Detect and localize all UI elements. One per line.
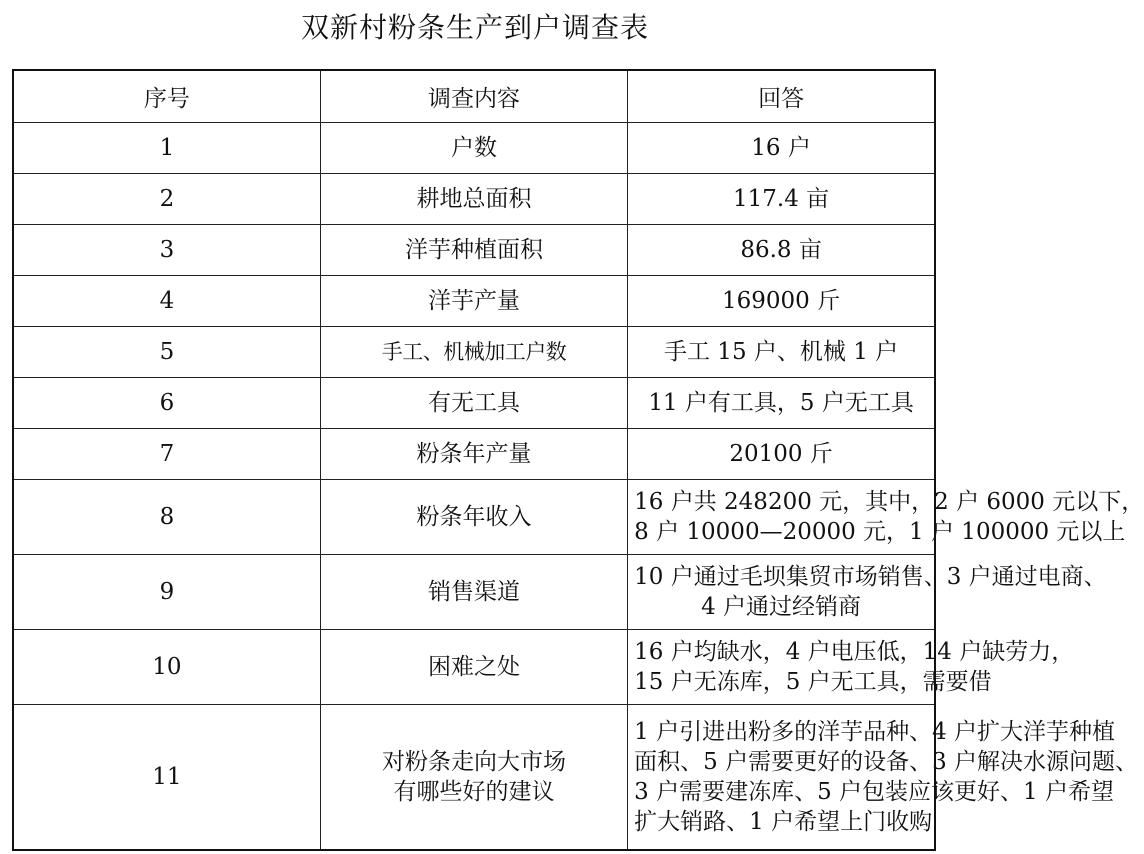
row-number: 11 <box>13 704 320 850</box>
row-number: 9 <box>13 554 320 629</box>
row-item: 困难之处 <box>320 629 627 704</box>
table-row <box>13 275 935 326</box>
table-row <box>13 377 935 428</box>
table-header-row <box>13 70 935 122</box>
page-title: 双新村粉条生产到户调查表 <box>300 11 649 44</box>
row-answer-line: 15 户无冻库，5 户无工具，需要借 <box>634 668 992 695</box>
row-answer <box>628 629 1075 704</box>
row-number: 7 <box>13 428 320 479</box>
row-answer-line: 8 户 10000—20000 元，1 户 100000 元以上 <box>634 518 1126 545</box>
row-number: 6 <box>13 377 320 428</box>
table-row <box>13 326 935 377</box>
table-row <box>13 173 935 224</box>
table-row <box>13 629 935 704</box>
row-answer <box>628 704 1139 850</box>
row-answer <box>628 122 935 173</box>
row-answer <box>628 275 935 326</box>
row-answer-line: 扩大销路、1 户希望上门收购 <box>634 808 933 835</box>
row-answer-line: 3 户需要建冻库、5 户包装应该更好、1 户希望 <box>634 778 1114 805</box>
row-answer-line: 16 户 <box>751 134 811 161</box>
table-row <box>13 704 935 850</box>
row-answer-line: 86.8 亩 <box>740 236 822 263</box>
row-number: 5 <box>13 326 320 377</box>
row-answer <box>628 554 1107 629</box>
row-answer <box>628 428 935 479</box>
row-answer <box>628 173 935 224</box>
row-answer <box>628 377 935 428</box>
row-item: 洋芋产量 <box>320 275 627 326</box>
row-answer-line: 117.4 亩 <box>733 185 830 212</box>
row-item: 销售渠道 <box>320 554 627 629</box>
row-item-line: 有哪些好的建议 <box>393 778 555 805</box>
survey-table <box>12 69 1144 851</box>
row-answer-line: 10 户通过毛坝集贸市场销售、3 户通过电商、 <box>634 563 1107 590</box>
row-answer-line: 手工 15 户、机械 1 户 <box>664 338 899 365</box>
row-item: 粉条年收入 <box>320 479 627 554</box>
row-item: 粉条年产量 <box>320 428 627 479</box>
row-number: 10 <box>13 629 320 704</box>
row-answer-line: 16 户均缺水，4 户电压低，14 户缺劳力， <box>634 638 1075 665</box>
row-item: 耕地总面积 <box>320 173 627 224</box>
row-item-line: 对粉条走向大市场 <box>381 748 566 775</box>
table-row <box>13 554 935 629</box>
row-answer-line: 面积、5 户需要更好的设备、3 户解决水源问题、 <box>634 748 1139 775</box>
row-answer <box>628 224 935 275</box>
row-item: 洋芋种植面积 <box>320 224 627 275</box>
row-answer-line: 16 户共 248200 元，其中，2 户 6000 元以下， <box>634 488 1144 515</box>
row-number: 3 <box>13 224 320 275</box>
row-item: 手工、机械加工户数 <box>320 326 627 377</box>
table-row <box>13 428 935 479</box>
row-answer-line: 169000 斤 <box>722 287 841 314</box>
row-number: 1 <box>13 122 320 173</box>
table-row <box>13 479 935 554</box>
row-answer-line: 1 户引进出粉多的洋芋品种、4 户扩大洋芋种植 <box>634 718 1116 745</box>
row-number: 2 <box>13 173 320 224</box>
row-item <box>320 704 627 850</box>
header-answer: 回答 <box>628 70 935 122</box>
row-number: 8 <box>13 479 320 554</box>
table-row <box>13 122 935 173</box>
row-answer <box>628 479 1144 554</box>
row-answer-line: 4 户通过经销商 <box>701 593 862 620</box>
row-item: 有无工具 <box>320 377 627 428</box>
row-answer-line: 11 户有工具，5 户无工具 <box>648 389 914 416</box>
row-item: 户数 <box>320 122 627 173</box>
header-item: 调查内容 <box>320 70 627 122</box>
header-number: 序号 <box>13 70 320 122</box>
row-number: 4 <box>13 275 320 326</box>
row-answer-line: 20100 斤 <box>729 440 833 467</box>
row-answer <box>628 326 935 377</box>
table-row <box>13 224 935 275</box>
